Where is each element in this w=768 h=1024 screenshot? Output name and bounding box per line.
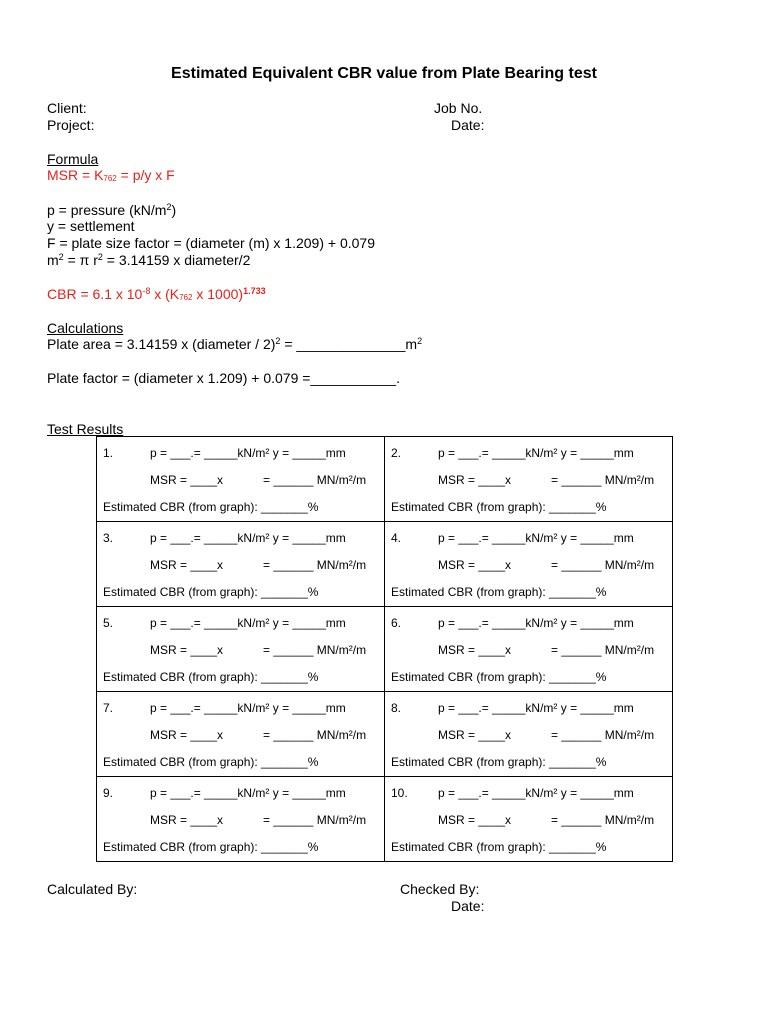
msr-text: MSR = ____x	[438, 728, 512, 742]
msr-result-text: = ______ MN/m²/m	[263, 473, 367, 487]
msr-line	[438, 473, 654, 487]
footer-date-label: Date:	[451, 898, 485, 914]
pressure-settlement-line	[391, 701, 634, 715]
client-label: Client:	[47, 100, 87, 116]
test-result-cell	[385, 692, 673, 777]
test-number: 8.	[391, 701, 402, 715]
date-label: Date:	[451, 117, 485, 133]
msr-line	[150, 813, 366, 827]
test-number: 6.	[391, 616, 402, 630]
table-row	[97, 607, 673, 692]
pressure-settlement-text: p = ___.= _____kN/m² y = _____mm	[150, 786, 346, 800]
table-row	[97, 437, 673, 522]
pressure-settlement-line	[103, 701, 346, 715]
test-number: 3.	[103, 531, 114, 545]
pressure-settlement-line	[391, 786, 634, 800]
plate-area-line: Plate area = 3.14159 x (diameter / $2)^2 = \_\_\_\_\_\_\_\_\_\_\_\_\_\_m^2$	[47, 336, 423, 352]
pressure-settlement-line	[103, 616, 346, 630]
cbr-formula: CBR = 6.1 x $10^{-8}$ x ($K_{762}$ x 1000)$^{1.733}$	[47, 286, 266, 302]
msr-text: MSR = ____x	[438, 643, 512, 657]
pressure-settlement-line	[391, 616, 634, 630]
estimated-cbr-line: Estimated CBR (from graph): _______%	[391, 500, 607, 514]
msr-result-text: = ______ MN/m²/m	[263, 813, 367, 827]
test-number: 2.	[391, 446, 402, 460]
test-result-cell	[385, 522, 673, 607]
test-number: 5.	[103, 616, 114, 630]
estimated-cbr-line: Estimated CBR (from graph): _______%	[103, 670, 319, 684]
estimated-cbr-line: Estimated CBR (from graph): _______%	[103, 500, 319, 514]
test-number: 9.	[103, 786, 114, 800]
project-label: Project:	[47, 117, 95, 133]
estimated-cbr-line: Estimated CBR (from graph): _______%	[391, 755, 607, 769]
msr-result-text: = ______ MN/m²/m	[551, 813, 655, 827]
table-row	[97, 777, 673, 862]
msr-text: MSR = ____x	[150, 643, 224, 657]
msr-result-text: = ______ MN/m²/m	[263, 643, 367, 657]
msr-line	[150, 643, 366, 657]
checked-by-label: Checked By:	[400, 881, 480, 897]
msr-line	[438, 558, 654, 572]
test-result-cell	[385, 777, 673, 862]
pressure-settlement-text: p = ___.= _____kN/m² y = _____mm	[150, 701, 346, 715]
msr-result-text: = ______ MN/m²/m	[551, 643, 655, 657]
msr-result-text: = ______ MN/m²/m	[263, 558, 367, 572]
msr-text: MSR = ____x	[150, 558, 224, 572]
estimated-cbr-line: Estimated CBR (from graph): _______%	[103, 755, 319, 769]
estimated-cbr-line: Estimated CBR (from graph): _______%	[391, 670, 607, 684]
pressure-settlement-text: p = ___.= _____kN/m² y = _____mm	[150, 531, 346, 545]
calculations-heading: Calculations	[47, 320, 124, 336]
test-number: 7.	[103, 701, 114, 715]
msr-text: MSR = ____x	[438, 813, 512, 827]
pressure-settlement-line	[391, 446, 634, 460]
job-no-label: Job No.	[434, 100, 483, 116]
page-title: Estimated Equivalent CBR value from Plate Bearing test	[171, 65, 597, 82]
test-result-cell	[385, 437, 673, 522]
pressure-settlement-line	[103, 446, 346, 460]
test-result-cell	[97, 692, 385, 777]
msr-result-text: = ______ MN/m²/m	[551, 558, 655, 572]
msr-formula: MSR = $K_{762} = p/y$ x F	[47, 167, 175, 183]
pressure-settlement-text: p = ___.= _____kN/m² y = _____mm	[438, 701, 634, 715]
estimated-cbr-line: Estimated CBR (from graph): _______%	[103, 585, 319, 599]
msr-line	[438, 813, 654, 827]
msr-result-text: = ______ MN/m²/m	[263, 728, 367, 742]
test-results-heading: Test Results	[47, 421, 124, 437]
pressure-settlement-text: p = ___.= _____kN/m² y = _____mm	[438, 786, 634, 800]
msr-line	[150, 728, 366, 742]
msr-text: MSR = ____x	[438, 473, 512, 487]
table-row	[97, 692, 673, 777]
msr-line	[150, 473, 366, 487]
test-number: 4.	[391, 531, 402, 545]
pressure-settlement-text: p = ___.= _____kN/m² y = _____mm	[438, 616, 634, 630]
msr-text: MSR = ____x	[438, 558, 512, 572]
test-result-cell	[97, 607, 385, 692]
msr-result-text: = ______ MN/m²/m	[551, 473, 655, 487]
pressure-settlement-line	[103, 786, 346, 800]
plate-factor-definition: F = plate size factor = (diameter (m) x 1.209) + 0.079	[47, 235, 375, 251]
test-number: 10.	[391, 786, 408, 800]
msr-line	[150, 558, 366, 572]
test-result-cell	[97, 522, 385, 607]
plate-factor-line: Plate factor = (diameter x 1.209) + 0.079 =___________.	[47, 370, 400, 386]
pressure-settlement-line	[391, 531, 634, 545]
estimated-cbr-line: Estimated CBR (from graph): _______%	[103, 840, 319, 854]
estimated-cbr-line: Estimated CBR (from graph): _______%	[391, 840, 607, 854]
msr-text: MSR = ____x	[150, 473, 224, 487]
pressure-settlement-text: p = ___.= _____kN/m² y = _____mm	[150, 616, 346, 630]
test-result-cell	[97, 777, 385, 862]
msr-line	[438, 728, 654, 742]
test-results-table	[96, 436, 673, 862]
msr-result-text: = ______ MN/m²/m	[551, 728, 655, 742]
pressure-settlement-text: p = ___.= _____kN/m² y = _____mm	[150, 446, 346, 460]
msr-line	[438, 643, 654, 657]
pressure-settlement-line	[103, 531, 346, 545]
pressure-definition: p = pressure $(kN/m^2)$	[47, 202, 177, 218]
pressure-settlement-text: p = ___.= _____kN/m² y = _____mm	[438, 531, 634, 545]
test-result-cell	[97, 437, 385, 522]
calculated-by-label: Calculated By:	[47, 881, 138, 897]
test-result-cell	[385, 607, 673, 692]
table-row	[97, 522, 673, 607]
estimated-cbr-line: Estimated CBR (from graph): _______%	[391, 585, 607, 599]
msr-text: MSR = ____x	[150, 813, 224, 827]
msr-text: MSR = ____x	[150, 728, 224, 742]
formula-heading: Formula	[47, 151, 99, 167]
pressure-settlement-text: p = ___.= _____kN/m² y = _____mm	[438, 446, 634, 460]
settlement-definition: y = settlement	[47, 218, 135, 234]
area-definition: $m^2 = \pi$ $r^2 = 3.14159$ x diameter/2	[47, 252, 251, 268]
test-number: 1.	[103, 446, 114, 460]
